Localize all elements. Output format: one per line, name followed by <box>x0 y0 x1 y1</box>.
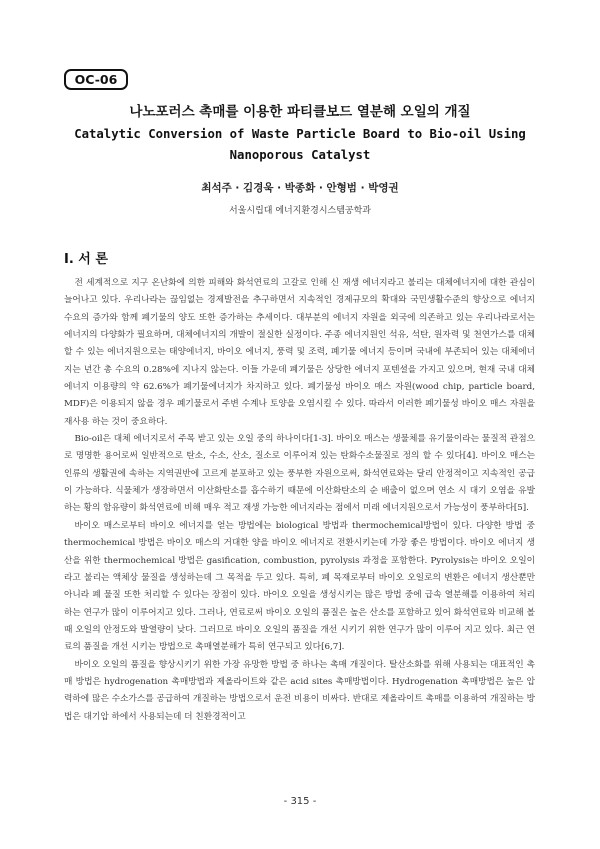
paragraph-1: 전 세계적으로 지구 온난화에 의한 피해와 화석연료의 고갈로 인해 신 재생 에너지라고 불리는 대체에너지에 대한 관심이 늘어나고 있다. 우리나라는 끊임없는 경제발전을 추구하면서 지속적인 경제규모의 확대와 국민생활수준의 향상으로 에너지 수요의 증가와 함께 폐기물의 양도 또한 증가하는 추세이다. 대부분의 에너지 자원을 외국에 의존하고 있는 우리나라로서는 에너지의 다양화가 필요하며, 대체에너지의 개발이 절실한 실정이다. 주종 에너지원인 석유, 석탄, 원자력 및 천연가스를 대체할 수 있는 에너지원으로는 태양에너지, 바이오 에너지, 풍력 및 조력, 폐기물 에너지 등이며 국내에 부존되어 있는 대체에너지는 년간 총 수요의 0.28%에 지나지 않는다. 이들 가운데 폐기물은 상당한 에너지 포텐셜을 가지고 있으며, 현재 국내 대체에너지 이용량의 약 62.6%가 폐기물에너지가 차지하고 있다. 폐기물성 바이오 매스 자원(wood chip, particle board, MDF)은 이용되지 않을 경우 폐기물로서 주변 수계나 토양을 오염시킬 수 있다. 따라서 이러한 폐기물성 바이오 매스 자원을 재사용 하는 것이 중요하다. <box>64 278 535 427</box>
paragraph-3: 바이오 매스로부터 바이오 에너지를 얻는 방법에는 biological 방법과 thermochemical방법이 있다. 다양한 방법 중 thermochemical 방법은 바이오 매스의 거대한 양을 바이오 에너지로 전환시키는데 가장 좋은 방법이다. 바이오 에너지 생산을 위한 thermochemical 방법은 gasification, combustion, pyrolysis 과정을 포함한다. Pyrolysis는 바이오 오일이라고 불리는 액체상 물질을 생성하는데 그 목적을 두고 있다. 특히, 폐 목재로부터 바이오 오일로의 변환은 에너지 생산뿐만 아니라 폐 물질 또한 처리할 수 있다는 장점이 있다. 바이오 오일을 생성시키는 많은 방법 중에 급속 열분해를 이용하여 처리하는 연구가 많이 이루어지고 있다. 그러나, 연료로써 바이오 오일의 품질은 높은 산소를 포함하고 있어 화석연료와 비교해 볼 때 오일의 안정도와 발열량이 낮다. 그러므로 바이오 오일의 품질을 개선 시키기 위한 연구가 많이 이루어 지고 있다. 최근 연료의 품질을 개선 시키는 방법으로 촉매열분해가 특히 연구되고 있다[6,7]. <box>64 520 535 653</box>
paragraph-4: 바이오 오일의 품질을 향상시키기 위한 가장 유망한 방법 중 하나는 촉매 개질이다. 탈산소화를 위해 사용되는 대표적인 촉매 방법은 hydrogenation 촉매방법과 제올라이트와 같은 acid sites 촉매방법이다. Hydrogenation 촉매방법은 높은 압력하에 많은 수소가스를 공급하여 개질하는 방법으로서 운전 비용이 비싸다. 반대로 제올라이트 촉매를 이용하여 개질하는 방법은 대기압 하에서 사용되는데 더 친환경적이고 <box>64 659 535 722</box>
session-code-badge: OC-06 <box>64 69 128 90</box>
body-text <box>64 275 535 726</box>
page-number: - 315 - <box>283 796 317 807</box>
english-title-line-1: Catalytic Conversion of Waste Particle Board to Bio-oil Using <box>74 127 526 141</box>
korean-title: 나노포러스 촉매를 이용한 파티클보드 열분해 오일의 개질 <box>129 104 471 120</box>
english-title <box>60 124 540 166</box>
author-list: 최석주 · 김경욱 · 박종화 · 안형범 · 박영권 <box>201 182 399 194</box>
affiliation: 서울시립대 에너지환경시스템공학과 <box>229 206 371 216</box>
paragraph-2: Bio-oil은 대체 에너지로서 주목 받고 있는 오일 중의 하나이다[1-3]. 바이오 매스는 생물체를 유기물이라는 물질적 관점으로 명명한 용어로써 일반적으로 탄소, 수소, 산소, 질소로 이루어져 있는 탄화수소물질로 정의 할 수 있다[4]. 바이오 매스는 인류의 생활권에 속하는 지역권반에 고르게 분포하고 있는 풍부한 자원으로써, 화석연료와는 달리 안정적이고 지속적인 공급이 가능하다. 식물체가 생장하면서 이산화탄소를 흡수하기 때문에 이산화탄소의 순 배출이 없으며 연소 시 대기 오염을 유발하는 황의 함유량이 화석연료에 비해 매우 적고 재생 가능한 에너지라는 점에서 미래 에너지원으로서 가능성이 풍부하다[5]. <box>64 434 535 514</box>
english-title-line-2: Nanoporous Catalyst <box>229 148 371 162</box>
section-heading: I. 서 론 <box>64 252 108 267</box>
